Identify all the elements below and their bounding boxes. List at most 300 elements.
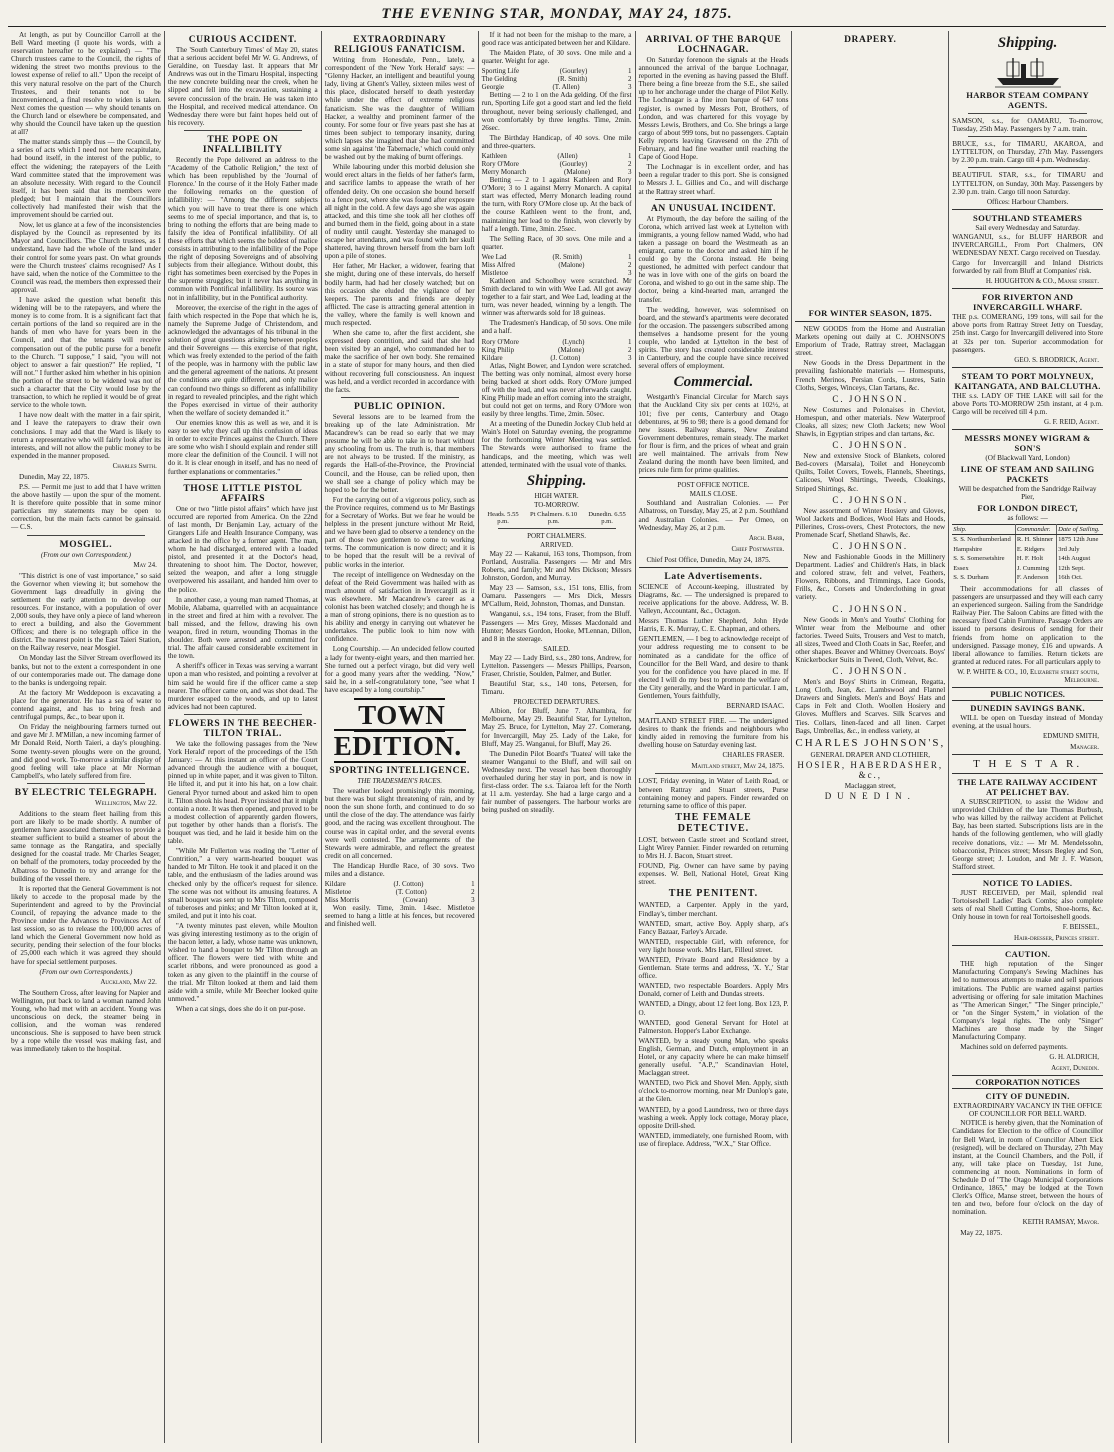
incident-paragraph: The wedding, however, was solemnised on board, and the steward's apartments were decorated for the occasion. The passengers subscribed among themselves a handsome present for the young couple, who landed at Lyttelton in the best of spirits. The story has created considerable interest in Canterbury, and the couple have since received several offers of employment. xyxy=(638,305,789,371)
race-results xyxy=(482,152,632,176)
jockey-name: (Cowan) xyxy=(402,896,428,905)
ad-text: WANTED, two respectable Boarders. Apply Mrs Donald, corner of Leith and Dundas streets. xyxy=(638,982,789,999)
jockey-name: (R. Smith) xyxy=(552,252,583,261)
placing: 2 xyxy=(628,160,632,169)
drapery-paragraph: New and extensive Stock of Blankets, colored Bed-covers (Marsala), Toilet and Honeycomb Quilts, Toilet Covers, Towels, Flannels, Sheetings, Calicoes, Wool Shirtings, Tweeds, Cloakings, Striped Shirtings, &c. xyxy=(795,452,946,493)
late-ads-heading: Late Advertisements. xyxy=(664,571,763,582)
horse-name: King Philip xyxy=(481,345,515,354)
letter-paragraph: At length, as put by Councillor Carroll at the Bell Ward meeting (I quote his words, with a reservation hereafter to be explained) — "The Church trustees came to the Council, the rights of widening the street two months previous to the lowest expense of relief to all." Upon the receipt of this very natural resolve on the part of the Church Trustees, and their tenants not to be inconvenienced, a final resolve to widen is taken. Next comes the question — why should tenants on the Church land or elsewhere be compensated, and why should the Council have taken up the question at all? xyxy=(11,31,161,137)
ad-signature: BERNARD ISAAC. xyxy=(726,702,785,711)
projected-heading: PROJECTED DEPARTURES. xyxy=(513,698,600,707)
divider xyxy=(655,713,773,714)
ad-text: LOST, Friday evening, in Water of Leith Road, or between Rattray and Stuart streets, Purse containing money and papers. Finder rewarded on returning same to office of this paper. xyxy=(638,777,789,810)
ad-wanted xyxy=(639,982,789,998)
horse-name: Georgie xyxy=(481,83,505,92)
horse-name: Wee Lad xyxy=(481,252,507,261)
pistol-paragraph: A sheriff's officer in Texas was serving a warrant upon a man who resisted, and pointing a revolver at him said he would fire if the officer came a step nearer. The officer came on, and was shot dead. The murderer escaped to the woods, and up to latest advices had not been captured. xyxy=(167,662,318,711)
letter-postscript: P.S. — Permit me just to add that I have written the above hastily — upon the spur of the moment. It is therefore quite possible that in some minor particulars my statements may be open to correction, but the main facts cannot be gainsaid. — C.S. xyxy=(11,482,161,532)
drapery-name: C. JOHNSON. xyxy=(832,393,909,404)
ad-text: WANTED, respectable Girl, with reference, for very light house work. Mrs Hart, Filleul street. xyxy=(638,937,789,954)
money-wigram-paragraph: Their accommodations for all classes of passengers are unsurpassed and they will each carry an experienced surgeon. Sailing from the Sandridge Railway Pier. The Saloon Cabins are fitted with the necessary fixed Cabin Furniture. Passage Orders are issued to persons desirous of sending for their friends from home on application to the undersigned. Passage money, £16 and upwards. A liberal allowance to families. Return tickets are granted at reduced rates. For all particulars apply to xyxy=(952,584,1103,666)
race-result-row xyxy=(482,75,632,83)
horse-name: Merry Monarch xyxy=(481,168,527,177)
ad-text: SAMSON, s.s., for OAMARU, To-morrow, Tuesday, 25th May. Passengers by 7 a.m. train. xyxy=(952,117,1103,134)
telegraph-subheading: (From our own Correspondents.) xyxy=(39,967,133,976)
city-subheading: EXTRAORDINARY VACANCY IN THE OFFICE OF COUNCILLOR FOR BELL WARD. xyxy=(953,1102,1103,1119)
savings-bank-heading: DUNEDIN SAVINGS BANK. xyxy=(970,702,1085,713)
table-header: Date of Sailing. xyxy=(1057,524,1103,534)
incident-paragraph: At Plymouth, the day before the sailing of the Corona, which arrived last week at Lyttelton with immigrants, a young fellow named Wadd, who had taken a passage on board the Westmeath as an emigrant, came to the doctor and asked him if he could go by the Corona instead. He being questioned, he admitted with perfect candour that he was in love with one of the girls on board the Corona, and wished to go out in the same ship. The doctor, being a kind-hearted man, arranged the transfer. xyxy=(638,214,789,304)
divider xyxy=(968,167,1087,168)
ladies-signature: F. BEISSEL, xyxy=(1062,923,1099,932)
column-6 xyxy=(792,31,949,1443)
divider xyxy=(952,874,1103,875)
placing: 1 xyxy=(628,337,632,346)
ad-names xyxy=(639,617,789,633)
table-cell: H. F. Holt xyxy=(1015,554,1056,564)
table-row xyxy=(952,554,1103,564)
tide-time: Pt Chalmers. 6.10 p.m. xyxy=(529,510,578,525)
barque-heading: ARRIVAL OF THE BARQUE LOCHNAGAR. xyxy=(645,35,782,55)
ad-wanted xyxy=(639,901,789,917)
table-cell: E. Ridgers xyxy=(1015,545,1056,555)
ladies-text: JUST RECEIVED, per Mail, splendid real Tortoiseshell Ladies' Back Combs; also complete sets of real Shell Cutting Combs, Shoe-horns, &c. Only house in town for real Tortoiseshell goods. xyxy=(952,888,1103,922)
horse-name: Kildare xyxy=(481,353,503,362)
ad-text: SCIENCE of Account-keeping, illustrated by Diagrams, &c. — The undersigned is prepared to receive applications for the above. Address, W. B. Valleyn, Accountant, &c., Octagon. xyxy=(638,582,789,616)
postmaster-title: Chief Postmaster. xyxy=(731,544,785,553)
ad-science xyxy=(639,583,789,615)
mosgiel-paragraph: On Monday last the Silver Stream overflowed its banks, but not to the extent a correspondent in one of our contemporaries made out. The damage done to the banks is undergoing repair. xyxy=(11,654,161,687)
ad-signature: G. F. REID, Agent. xyxy=(1044,417,1099,426)
divider xyxy=(184,130,302,131)
table-cell: Essex xyxy=(952,564,1015,574)
caution-signature: G. H. ALDRICH, xyxy=(1049,1053,1099,1062)
race-heading: The Selling Race, of 30 sovs. One mile and a quarter. xyxy=(481,234,632,251)
high-water-sub: TO-MORROW. xyxy=(534,500,580,509)
corporation-heading: CORPORATION NOTICES xyxy=(952,1075,1103,1089)
money-wigram-sub: (Of Blackwall Yard, London) xyxy=(985,453,1070,462)
flowers-joke: When a cat sings, does she do it on pur-pose. xyxy=(175,1004,306,1013)
drapery-season: FOR WINTER SEASON, 1875. xyxy=(808,308,932,318)
public-notices-heading: PUBLIC NOTICES. xyxy=(952,687,1103,701)
ad-signature: CHARLES FRASER. xyxy=(722,751,785,760)
town-edition-banner xyxy=(325,700,475,762)
divider xyxy=(795,321,945,322)
ad-wanted xyxy=(639,1019,789,1035)
ad-text: LOST, between Castle street and Scotland street, Light Wirey Pannier. Finder rewarded on returning to Mrs H. J. Bacon, Stuart street. xyxy=(638,835,789,861)
arrived-heading: ARRIVED. xyxy=(540,540,573,549)
ad-text: WANTED, two Pick and Shovel Men. Apply, sixth o'clock to-morrow morning, near Mr Dunlop's gate, at the Glen. xyxy=(638,1079,789,1104)
harbor-office: Offices: Harbour Chambers. xyxy=(986,197,1069,206)
table-cell: J. Cumming xyxy=(1015,564,1056,574)
caution-text: Machines sold on deferred payments. xyxy=(960,1043,1068,1052)
accident-heading: CURIOUS ACCIDENT. xyxy=(188,35,297,45)
race-heading: The Tradesmen's Handicap, of 50 sovs. One mile and a half. xyxy=(481,319,632,336)
horse-name: The Gelding xyxy=(481,75,517,84)
drapery-paragraph: New assortment of Winter Hosiery and Gloves, Wool Jackets and Bodices, Wool Hats and Hoods, Pillerines, Cross-overs, Chest Protectors, the new Promenade Scarf, Shetland Shawls, &c. xyxy=(795,506,946,539)
ad-text: WANTED, smart, active Boy. Apply sharp, at's Fancy Bazaar, Farley's Arcade. xyxy=(638,919,789,936)
table-cell: 14th August xyxy=(1058,555,1091,563)
drapery-name: C. JOHNSON. xyxy=(832,540,909,551)
drapery-paragraph: New and Fashionable Goods in the Millinery Department. Ladies' and Children's Hats, in black and colored straw, felt and velvet, Feathers, Flowers, Ribbons, and Trimmings, Lace Goods, Frills, &c., Corsets and Underclothing in great variety. xyxy=(795,552,946,602)
pistol-heading: THOSE LITTLE PISTOL AFFAIRS xyxy=(183,483,303,504)
letter-date: Dunedin, May 22, 1875. xyxy=(19,472,90,481)
money-wigram-line: LINE OF STEAM AND SAILING PACKETS xyxy=(960,463,1095,484)
placing: 1 xyxy=(628,252,632,261)
ad-wanted xyxy=(639,1106,789,1130)
table-header: Commander. xyxy=(1015,524,1056,534)
table-header: Ship. xyxy=(952,524,1015,534)
fanaticism-paragraph: When she came to, after the first accident, she expressed deep contrition, and said that she had been visited by an angel, who commanded her to make the sacrifice of her own body. She remained in a state of stupor for many hours, and then died without recovering full consciousness. An inquest was held, and a verdict recorded in accordance with the facts. xyxy=(324,329,475,394)
jockey-name: (Lynch) xyxy=(562,337,585,346)
drapery-paragraph: New Goods in Men's and Youths' Clothing for Winter wear from the Melbourne and other factories. Tweed Suits, Trousers and Vest to match, all sizes, Tweed and Cloth Coats in Sac, Reefer, and other shapes. Beaver and Whitney Overcoats. Boys' Knickerbocker Suits in Tweed, Cloth, Velvet, &c. xyxy=(795,615,946,664)
mails-close: MAILS CLOSE. xyxy=(689,490,738,499)
column-7 xyxy=(949,31,1106,1443)
column-4 xyxy=(479,31,636,1443)
public-opinion-paragraph: For the carrying out of a vigorous policy, such as the Province requires, commend us to Mr Bastings for a Secretary of Works. But we fear he would be helpless in the present juncture without Mr Reid, and we have been glad to observe a tendency on the part of those two gentlemen to come to working terms. The communication is now direct; and it is to be hoped that the result will be a revival of public works in the interior. xyxy=(324,495,475,569)
placing: 3 xyxy=(471,896,475,905)
blank-space xyxy=(795,46,945,306)
drapery-heading: DRAPERY. xyxy=(844,35,897,45)
jockey-name: (Malone) xyxy=(558,260,585,269)
telegraph-paragraph: It is reported that the General Government is not likely to accede to the proposal made by the Superintendent and agreed to by the Provincial Council, of repaying the advance made to the Province under the Advances to Provinces Act of last session, so as to release the 100,000 acres of land which the General Government now hold as security, pending their selection of the four blocks of 25,000 each which it was agreed they should have for special settlement purposes. xyxy=(11,884,161,966)
postmaster-name: Arch. Barr, xyxy=(748,533,785,542)
ad-text: WANTED, a Dingy, about 12 feet long. Box 123, P. O. xyxy=(638,1000,789,1017)
horse-name: Kildare xyxy=(324,880,346,889)
city-date: May 22, 1875. xyxy=(960,1229,1003,1238)
race-paragraph: Betting — 2 to 1 on the Ada gelding. Of the first run, Sporting Life got a good start and led the field throughout, never being seriously challenged, and won comfortably by three lengths. Time, 2min. 26sec. xyxy=(481,91,632,132)
horse-name: Rory O'More xyxy=(481,160,519,169)
table-cell: F. Anderson xyxy=(1015,573,1056,583)
race-results xyxy=(482,338,632,362)
horse-name: Miss Alfred xyxy=(481,260,515,269)
race-paragraph: Atlas, Night Bower, and Lyndon were scratched. The betting was only nominal, almost every horse being backed at short odds. Rory O'More jumped off with the lead, and was never afterwards caught. King Philip made an effort coming into the straight, but could not get on terms, and Rory O'More won easily by three lengths. Time, 2min. 50sec. xyxy=(481,361,632,419)
ad-text: GENTLEMEN, — I beg to acknowledge receipt of your address requesting me to consent to be nominated as a candidate for the office of Councillor for the Bell Ward, and desire to thank you for the confidence you have placed in me. If elected I will do my best to promote the welfare of the City generally, and the Ward in particular. I am, Gentlemen, Yours faithfully, xyxy=(638,635,789,700)
divider xyxy=(952,209,1103,210)
sporting-heading: SPORTING INTELLIGENCE. xyxy=(329,766,470,777)
divider xyxy=(27,535,145,536)
divider xyxy=(184,714,302,715)
race-result-row xyxy=(482,160,632,168)
drapery-name: C. JOHNSON. xyxy=(832,666,909,677)
drapery-final-city: DUNEDIN. xyxy=(824,790,916,801)
table-row xyxy=(952,573,1103,583)
race-paragraph: If it had not been for the mishap to the mare, a good race was anticipated between her and Kildare. xyxy=(481,31,632,48)
ad-text: THE s.s. LADY OF THE LAKE will sail for the above Ports TO-MORROW 25th instant, at 4 p.m. Cargo will be received till 4 p.m. xyxy=(952,391,1103,416)
table-cell: 1875 12th June xyxy=(1058,535,1099,543)
drapery-final-street: Maclaggan street, xyxy=(844,781,896,790)
ad-fire xyxy=(639,717,789,770)
post-office-heading: POST OFFICE NOTICE. xyxy=(677,481,750,490)
divider xyxy=(655,199,773,200)
fanaticism-paragraph: Writing from Honesdale, Penn., lately, a correspondent of the 'New York Herald' says: — "Glenny Hacker, an intelligent and beautiful young lady, living at Ghent's Valley, sixteen miles west of this place, dislocated herself to death yesterday while under the effect of extreme religious fanaticism. She was the daughter of William Hacker, a wealthy and prominent farmer of the county. For some four or five years past she has at times been subject to temporary insanity, during which lapses she imagined that she had committed some sin against 'the Tabernacle,' which could only be washed out by the making of burnt offerings. xyxy=(324,56,475,162)
ad-text: WANTED, by a steady young Man, who speaks English, German, and Dutch, employment in an Hotel, or any capacity where he can make himself generally useful. "A.P.," Scandinavian Hotel, Maclaggan street. xyxy=(638,1036,789,1078)
arrival-entry: Wanganui, s.s., 194 tons, Fraser, from the Bluff. Passengers — Mrs Grey, Misses Macdonald and Hunter; Messrs Gordon, Hooke, M'Lennan, Dillon, and 8 in the steerage. xyxy=(481,610,632,643)
savings-bank-title: Manager. xyxy=(1070,743,1099,752)
ad-samson xyxy=(952,117,1103,133)
column-1 xyxy=(8,31,165,1443)
placing: 3 xyxy=(627,353,632,362)
horse-name: Sporting Life xyxy=(481,67,520,76)
ad-text: FOUND, Pig. Owner can have same by paying expenses. W. Bell, National Hotel, Great King street. xyxy=(638,862,789,887)
race-result-row xyxy=(482,269,632,277)
mosgiel-heading: MOSGIEL. xyxy=(59,539,113,550)
town-edition-text: TOWN EDITION. xyxy=(334,698,466,763)
ad-wanted xyxy=(639,920,789,936)
fanaticism-paragraph: Her father, Mr Hacker, a widower, fearing that she might, during one of these intervals, do herself bodily harm, had had her closely watched; but on this occasion she eluded the vigilance of her keepers. The parents and friends are deeply afflicted. The case is attracting general attention in the valley, where the family is well known and much respected. xyxy=(324,262,475,327)
ad-text: MAITLAND STREET FIRE. — The undersigned desires to thank the friends and neighbours who kindly aided in removing the furniture from his dwelling house on Saturday evening last. xyxy=(638,717,789,750)
drapery-paragraph: NEW GOODS from the Home and Australian Markets opening out daily at C. JOHNSON'S Emporium of Trade, Rattray street, Maclaggan street. xyxy=(795,325,946,358)
pope-paragraph: Moreover, the exercise of the right in the ages of faith which respected in the Pope that which he is, namely the Supreme Judge of Christendom, and acknowledged the advantages of his tribunal in the solution of great questions arising between peoples and their Sovereigns — this exercise of that right, which was freely extended to the period of the faith of the people, was in harmony with the public law and the general agreement of the nations. At present the conditions are quite different, and only malice can confound two things so different as infallibility in regard to revealed principles, and the right which the Popes exercised in virtue of their authority when the welfare of society demanded it." xyxy=(167,303,318,417)
divider xyxy=(952,367,1103,368)
riverton-heading: FOR RIVERTON AND INVERCARGILL WHARF. xyxy=(972,292,1083,313)
the-star-ad: T H E S T A R. xyxy=(973,758,1083,771)
public-opinion-heading: PUBLIC OPINION. xyxy=(354,401,446,412)
ad-text: WANTED, by a good Laundress, two or three days washing a week. Apply lock cottage, Moray place, opposite Drill-shed. xyxy=(638,1105,789,1130)
ad-address: Maitland street, May 24, 1875. xyxy=(691,762,785,771)
telegraph-paragraph: The Southern Cross, after leaving for Napier and Wellington, put back to land a woman named John Young, who had met with an accident. Young was unconscious on deck, the steamer being in collision, and the woman was rendered unconscious. She is supposed to have been struck by a rope while the vessel was making fast, and was immediately taken to the hospital. xyxy=(11,988,161,1054)
drapery-final-hosier: HOSIER, HABERDASHER, &c., xyxy=(797,759,944,780)
drapery-paragraph: New Costumes and Polonaises in Cheviot, Homespun, and other materials. New Waterproof Cloaks, all sizes; new Cloth Jackets; new Wool Shawls, in Egyptian stripes and clan tartans, &c. xyxy=(795,405,946,439)
money-wigram-as: as follows: — xyxy=(1007,513,1048,522)
sporting-subheading: THE TRADESMEN'S RACES. xyxy=(357,777,442,786)
southland-sub: Sail every Wednesday and Saturday. xyxy=(975,223,1080,232)
race-result-row xyxy=(482,67,632,75)
flowers-paragraph: "A twenty minutes past eleven, while Moulton was giving interesting testimony as to the origin of the bacon letter, a lady, whose name was unknown, wished to hand a bouquet to Mr Tilton through an officer. The flowers were tied with white and scarlet ribbons, and were pronounced as good a token as any given to the plaintiff in the course of the trial. Mr Tilton looked at them and laid them aside with a smile, while Mr Beecher looked quite unmoved." xyxy=(167,922,318,1003)
shipping-ads-heading: Shipping. xyxy=(997,35,1058,51)
post-office-paragraph: Southland and Australian Colonies. — Per Albatross, on Tuesday, May 25, at 2 p.m. Southland and Australian Colonies. — Per Omeo, on Wednesday, May 26, at 2 p.m. xyxy=(638,499,789,532)
caution-heading: CAUTION. xyxy=(1005,949,1051,960)
placing: 1 xyxy=(471,880,475,889)
race-result-row xyxy=(482,253,632,261)
railway-accident-heading: THE LATE RAILWAY ACCIDENT AT PELICHET BAY. xyxy=(957,777,1098,798)
pistol-paragraph: One or two "little pistol affairs" which have just occurred are reported from America. On the 22nd of last month, Dr Benjamin Lay, actuary of the Grangers Life and Health Insurance Company, was attacked in the office by a former agent. The man, whom he had discharged, entered with a loaded pistol, and presented it at the Doctor's head, threatening to shoot him. The Doctor, however, seized the weapon, and after a long struggle overpowered his assailant, and handed him over to the police. xyxy=(167,504,318,594)
harbor-heading: HARBOR STEAM COMPANY AGENTS. xyxy=(966,90,1090,110)
ad-bruce xyxy=(952,140,1103,164)
money-wigram-heading: MESSRS MONEY WIGRAM & SON'S xyxy=(964,432,1091,453)
drapery-final-title: GENERAL DRAPER AND CLOTHIER, xyxy=(810,750,931,759)
accident-paragraph: The 'South Canterbury Times' of May 20, states that a serious accident befel Mr W. G. Andrews, of Geraldine, on Tuesday last. It appears that Mr Andrews was out in the Timaru Hospital, inspecting the new concrete building near the creek, when he slipped and fell into the excavation, sustaining a severe concussion of the brain. He was taken into the Hospital, and received medical attendance. On Wednesday there were but faint hopes held out of his recovery. xyxy=(167,46,318,127)
letter-paragraph: Now, let us glance at a few of the inconsistencies displayed by the Council as represented by its Mayor and Councillors. The Church trustees, as I understand, have had the whole of the land under their control for some years past. On what grounds were the Church trustees' claims recognised? As I have said, when the notice of the Committee to the Council was read, the members then expressed their approval. xyxy=(11,221,161,294)
ad-lost-pannier xyxy=(639,836,789,860)
port-heading: PORT CHALMERS. xyxy=(527,531,587,540)
ad-text: THE p.s. COMERANG, 199 tons, will sail for the above ports from Rattray Street Jetty on Tuesday, 25th inst. Cargo for Invercargill delivered into Store at 32s per ton. Superior accommodation for passengers. xyxy=(952,313,1103,354)
placing: 1 xyxy=(627,152,632,161)
tide-time: Dunedin. 6.55 p.m. xyxy=(588,510,626,525)
mosgiel-paragraph: "This district is one of vast importance," so said the Governor when viewing it; but somehow the Government lags dreadfully in giving the settlement the early attention to develop our resources. For instance, with a population of over 2,000 souls, they have only a piece of land whereon to erect a building, and also the Government Offices; and there is no telegraph office in the district. The nearest point is the East Taieri Station, on the Railway reserve, near Mosgiel. xyxy=(11,571,161,653)
race-results xyxy=(482,253,632,277)
jockey-name: (T. Allen) xyxy=(552,83,580,92)
table-cell: 3rd July xyxy=(1058,545,1080,553)
ad-wanted xyxy=(639,1000,789,1016)
divider xyxy=(952,773,1103,774)
ad-text: BRUCE, s.s., for TIMARU, AKAROA, and LYTTELTON, on Thursday, 27th May. Passengers by 2.30 p.m. train. Cargo till 4 p.m. Wednesday. xyxy=(952,140,1103,165)
mosgiel-paragraph: On Friday the neighbouring farmers turned out and gave Mr J. M'Millan, a new incoming farmer of Mr Donald Reid, North Taieri, a day's ploughing. Some twenty-seven ploughs were on the ground, and did good work. To-morrow a similar display of good feeling will take place at Mr Norman Campbell's, who lately suffered from fire. xyxy=(11,723,161,780)
mosgiel-subheading: (From our own Correspondent.) xyxy=(40,550,131,559)
sailed-heading: SAILED. xyxy=(543,644,570,653)
divider xyxy=(968,113,1087,114)
pope-paragraph: Recently the Pope delivered an address to the "Academy of the Catholic Religion," the text of which has been republished by the 'Journal of Florence.' In the course of it the Holy Father made the following remarks on the question of infallibility: — "Among the different subjects which you will have to treat there is one which seems to me of special importance, and that is, to bring to nothing the efforts that are being made to falsify the idea of Pontifical infallibility. Of all these efforts that which seems the boldest of malice consists in attributing to the infallibility of the Pope the right of deposing Sovereigns and of absolving subjects from their allegiance. Without doubt, this right has sometimes been exercised by the Popes in the supreme struggles; but it never has anything in common with Pontifical infallibility. Its source was not in infallibility, but in the Pontifical authority. xyxy=(167,155,318,302)
race-paragraph: Betting — 2 to 1 against Kathleen and Rory O'More; 3 to 1 against Merry Monarch. A capital start was effected, Merry Monarch leading round the turn, with Rory O'More close up. At the back of the course Kathleen went to the front, and, maintaining her lead to the finish, won cleverly by half a length. Time, 3min. 25sec. xyxy=(481,176,632,233)
race-result-row xyxy=(325,888,475,896)
telegraph-dateline: Wellington, May 22. xyxy=(95,798,157,807)
letter-paragraph: I have asked the question what benefit this widening will be to the ratepayers, and where the money is to come from. It is a significant fact that certain portions of the land so required are in the hands of men who have for years been in the Council, and that the tenants will receive compensation out of the public purse for a benefit to the Church. "I suppose," I said, "you will not object to answer a fair question?" He replied, "I will not." I further asked him whether in his opinion the portion of the street to be widened was not of such a character that the City would lose by the transaction, to which he replied it would be of great service to the whole town. xyxy=(11,296,161,410)
ad-lost-purse xyxy=(639,777,789,809)
tide-table xyxy=(482,511,632,525)
ad-wanted xyxy=(639,956,789,980)
divider xyxy=(639,567,789,568)
ad-text: WANTED, good General Servant for Hotel at Palmerston. Hopper's Labor Exchange. xyxy=(638,1018,789,1035)
drapery-name: C. JOHNSON. xyxy=(832,440,909,451)
flowers-paragraph: "While Mr Fullerton was reading the "Letter of Contrition," a very warm-hearted bouquet was handed to Mr Tilton. He took it and placed it on the table, and the enthusiasm of the ladies around was checked only by the officer's request for silence. The scene was not without its amusing features. A small bouquet was sent up to Mrs Tilton, composed of tuberoses and pinks; and Mr Tilton looked at it, smiled, and put it into his coat. xyxy=(167,847,318,920)
race-results xyxy=(325,880,475,904)
horse-name: Miss Morris xyxy=(324,896,360,905)
table-row xyxy=(952,564,1103,574)
ad-penitent: THE PENITENT. xyxy=(668,888,759,900)
public-opinion-paragraph: Several lessons are to be learned from the breaking up of the late Administration. Mr Macandrew's can be read so early that we may presume he will be able to take in to heart without any schooling from us. The truth is, that members are not always to be trusted. If the ministry, as regards the Hall-of-the-Province, the Provincial Council, and the House, can be relied upon, then we shall see a change of policy which may be hoped to be for the better. xyxy=(324,412,475,494)
race-result-row xyxy=(482,152,632,160)
jockey-name: (Malone) xyxy=(558,345,585,354)
ad-wanted xyxy=(639,1079,789,1103)
ad-signature: GEO. S. BRODRICK, Agent. xyxy=(1014,355,1099,364)
shipping-heading: Shipping. xyxy=(526,472,587,489)
race-result-row xyxy=(482,338,632,346)
railway-accident-text: A SUBSCRIPTION, to assist the Widow and unprovided Children of the late Thomas Burbush, who was killed by the railway accident at Pelichet Bay, has been started. Subscriptions lists are in the hands of the following gentlemen, who will gladly receive donations, viz.: — Mr M. Mendelssohn, tobacconist, Princes street; Messrs Begley and Son, George street; J. Loudon, and Mr J. F. Watson, Stafford street. xyxy=(952,798,1103,871)
masthead: THE EVENING STAR, MONDAY, MAY 24, 1875. xyxy=(8,6,1106,27)
race-results xyxy=(482,67,632,91)
city-text: NOTICE is hereby given, that the Nomination of Candidates for Election to the office of Councillor for Bell Ward, in room of Councillor Albert Eick (resigned), will be declared on Thursday, 27th May instant, at the Council Chambers, and the Poll, if any, will take place on Tuesday, 1st June, commencing at noon. Nominations in form of Schedule D of "The Otago Municipal Corporations Ordinance, 1865," may be lodged at the Town Clerk's Office, Manse street, between the hours of ten and two, before four o'clock on the day of nomination. xyxy=(952,1119,1103,1217)
ad-wanted xyxy=(639,938,789,954)
divider xyxy=(639,477,789,478)
race-result-row xyxy=(482,83,632,91)
horse-name: Rory O'More xyxy=(481,337,519,346)
savings-bank-text: WILL be open on Tuesday instead of Monday evening, at the usual hours. xyxy=(952,713,1103,730)
ad-female-detective: THE FEMALE DETECTIVE. xyxy=(675,811,752,834)
column-5 xyxy=(636,31,793,1443)
table-cell: Hampshire xyxy=(952,545,1015,555)
flowers-heading: FLOWERS IN THE BEECHER-TILTON TRIAL. xyxy=(168,718,318,739)
ad-lady-of-the-lake xyxy=(952,392,1103,426)
ad-text: WANTED, Private Board and Residence by a Gentleman. State terms and address, 'X. Y.,' Star office. xyxy=(638,955,789,981)
city-signature: KEITH RAMSAY, Mayor. xyxy=(1022,1218,1099,1227)
placing: 2 xyxy=(471,888,475,897)
flowers-paragraph: We take the following passages from the 'New York Herald' report of the proceedings of the 15th January: — At this instant an officer of the Court advanced through the audience with a bouquet, pinned up in white paper, and it was given to Tilton. He lifted it, and put it into his hat, on a low chair. General Pryor turned about and asked him to open it. Tilton shook his head. Pryor insisted that it might contain a note. It was then opened, and proved to be a modest collection of apparently garden flowers, put together by other hands than a florist's. The bouquet was tied, and he laid it beside him on the table. xyxy=(167,739,318,846)
post-office-date: Chief Post Office, Dunedin, May 24, 1875. xyxy=(646,555,771,564)
telegraph-heading: BY ELECTRIC TELEGRAPH. xyxy=(14,787,158,798)
jockey-name: (R. Smith) xyxy=(557,75,588,84)
sporting-paragraph: The weather looked promisingly this morning, but there was but slight threatening of rain, and by noon the sun shone forth, and continued to do so until the close of the day. The attendance was fairly good, and the racing was excellent throughout. The course was in capital order, and the several events were well contested. The arrangements of the Stewards were admirable, and reflect the greatest credit on all concerned. xyxy=(324,787,475,860)
pope-heading: THE POPE ON INFALLIBILITY xyxy=(202,134,283,155)
table-cell: 12th Sept. xyxy=(1058,564,1085,572)
savings-bank-signature: EDMUND SMITH, xyxy=(1042,732,1099,741)
arrival-entry: May 22 — Kakanui, 163 tons, Thompson, from Portland, Australia. Passengers — Mr and Mrs Roberts, and family; Mr and Mrs Dickson; Messrs Johnston, Gordon, and Murray. xyxy=(481,549,632,583)
shipping-paragraph: The Dunedin Pilot Board's 'Tuatea' will take the steamer Wanganui to the Bluff, and will sail on Wednesday next. The vessel has been thoroughly overhauled during her stay in port, and is now in first-class order. The s.s. Taiaroa left for the North at 11 a.m. yesterday. She had a large cargo and a fair number of passengers. The harbour works are being pushed on steadily. xyxy=(481,749,632,815)
race-result-row xyxy=(325,880,475,888)
race-result-row xyxy=(482,354,632,362)
incident-heading: AN UNUSUAL INCIDENT. xyxy=(650,203,776,214)
column-2 xyxy=(165,31,322,1443)
steamship-icon xyxy=(993,54,1063,88)
ad-signature: H. HOUGHTON & CO., Manse street. xyxy=(985,277,1099,286)
columns xyxy=(8,31,1106,1443)
race-heading: The Maiden Plate, of 30 sovs. One mile and a quarter. Weight for age. xyxy=(481,49,632,66)
tide-time: Heads. 5.55 p.m. xyxy=(487,510,519,525)
placing: 3 xyxy=(627,268,632,277)
letter-paragraph: The matter stands simply thus — the Council, by a series of acts which I need not here recapitulate, had bound itself, in the interest of the public, to effect the widening; the ratepayers of the Leith Ward committee stated that the improvement was an absolute necessity. With regard to the Council itself, it has been said that its members were pledged; but I maintain that the Councillors collectively had manifested their wish that the improvement should be carried out. xyxy=(11,138,161,220)
table-cell: S. S. Durham xyxy=(952,573,1015,583)
sailed-entry: Beautiful Star, s.s., 140 tons, Petersen, for Timaru. xyxy=(481,680,632,697)
placing: 3 xyxy=(627,83,632,92)
fanaticism-paragraph: While labouring under this morbid delusion she would erect altars in the fields of her father's farm, and sacrifice lambs to appease the wrath of her offended deity. On one occasion she bound herself to a fence post, where she was found after exposure all night in the cold. A few days ago she was again attacked, and this time she took all her clothes off and burned them in the field, going about in a state of nudity until caught. Yesterday she managed to escape her attendants, and was found with her skull shattered, having thrown herself from the barn loft upon a pile of stones. xyxy=(324,163,475,261)
drapery-paragraph: Men's and Boys' Shirts in Crimean, Regatta, Long Cloth, Jean, &c. Lambswool and Flannel Drawers and Singlets. Men's and Boys' Hats and Caps in Felt and Cloth. Woollen Hosiery and Gloves. Mufflers and Scarves. Silk Scarves and Ties. Collars, linen-faced and all linen. Carpet Bags, Umbrellas, &c., in endless variety, at xyxy=(795,678,946,735)
horse-name: Mistletoe xyxy=(324,888,352,897)
placing: 3 xyxy=(628,168,632,177)
jockey-name: (Gourley) xyxy=(559,160,588,169)
race-result-row xyxy=(482,261,632,269)
race-paragraph: At a meeting of the Dunedin Jockey Club held at Wain's Hotel on Saturday evening, the programme for the forthcoming Winter Meeting was settled. The Stewards were authorised to frame the handicaps, and the meeting, which was well attended, terminated with the usual vote of thanks. xyxy=(481,420,632,469)
ad-comerang xyxy=(952,313,1103,363)
ad-text: Cargo for Invercargill and Inland Districts forwarded by rail from Bluff at Companies' risk. xyxy=(952,259,1103,276)
ad-text: WANTED, immediately, one furnished Room, with use of fireplace. Address, "W.X.," Star Office. xyxy=(638,1131,789,1148)
projected-entry: Albion, for Bluff, June 7. Alhambra, for Melbourne, May 29. Beautiful Star, for Lyttelton, May 25. Bruce, for Lyttelton, May 27. Comerang, for Invercargill, May 25. Lady of the Lake, for Bluff, May 25. Wanganui, for Bluff, May 26. xyxy=(481,707,632,748)
high-water-heading: HIGH WATER. xyxy=(534,491,579,500)
molyneux-heading: STEAM TO PORT MOLYNEUX, KAITANGATA, AND BALCLUTHA. xyxy=(954,370,1101,391)
drapery-final-name: CHARLES JOHNSON'S, xyxy=(795,736,946,749)
ad-text: BEAUTIFUL STAR, s.s., for TIMARU and LYTTELTON, on Sunday, 30th May. Passengers by 2.30 p.m. train. Cargo till noon Saturday. xyxy=(952,171,1103,196)
divider xyxy=(968,136,1087,137)
jockey-name: (Gourley) xyxy=(559,67,588,76)
placing: 1 xyxy=(627,67,632,76)
race-paragraph: Kathleen and Schoolboy were scratched. Mr Smith declared to win with Wee Lad. All got away together to a fair start, and Wee Lad, leading at the turn, was never headed, winning by a length. The winner was afterwards sold for 18 guineas. xyxy=(481,276,632,318)
divider xyxy=(952,288,1103,289)
table-row xyxy=(952,534,1103,544)
telegraph-dateline: Auckland, May 22. xyxy=(100,977,157,986)
divider xyxy=(952,429,1103,430)
mosgiel-paragraph: At the factory Mr Weddepoon is excavating a place for the generator. He has a sea of water to contend against, and has to bring fresh and centrifugal pumps, &c., to bear upon it. xyxy=(11,688,161,722)
ad-text: Messrs Thomas Luther Shepherd, John Hyde Harris, E. K. Murray, C. E. Chapman, and others. xyxy=(638,617,789,634)
placing: 2 xyxy=(627,260,632,269)
table-cell: 16th Oct. xyxy=(1058,574,1083,582)
ad-wanted xyxy=(639,1132,789,1148)
placing: 2 xyxy=(628,345,632,354)
mosgiel-date: May 24. xyxy=(133,560,157,569)
commercial-heading: Commercial. xyxy=(673,374,754,391)
race-result-row xyxy=(325,896,475,904)
sailed-entry: May 22 — Lady Bird, s.s., 280 tons, Andrew, for Lyttelton. Passengers — Messrs Phillips, Pearson, Fraser, Christie, Soulden, Palmer, and Butler. xyxy=(481,653,632,678)
arrival-entry: May 23 — Samson, s.s., 151 tons, Ellis, from Oamaru. Passengers — Mrs Dick, Messrs M'Callum, Reid, Johnston, Thomas, and Dunstan. xyxy=(481,584,632,609)
public-opinion-paragraph: The receipt of intelligence on Wednesday on the defeat of the Reid Government was hailed with as much amount of satisfaction in Invercargill as it was elsewhere. Mr Macandrew's career as a colonist has been watched closely; and though he is a man of strong opinions, there is no question as to his ability and energy in carrying out whatever he undertakes. The public look to him now with confidence. xyxy=(324,570,475,644)
column-3 xyxy=(322,31,479,1443)
table-cell: R. H. Shinner xyxy=(1015,534,1056,544)
money-wigram-pier: Will be despatched from the Sandridge Railway Pier, xyxy=(958,484,1097,501)
pistol-paragraph: In another case, a young man named Thomas, at Mobile, Alabama, quarrelled with an acquaintance in the street and fired at him with a revolver. The ball missed, and the fellow, drawing his own weapon, fired in return, wounding Thomas in the shoulder. Both were arrested and committed for trial. The affair caused considerable excitement in the town. xyxy=(167,595,318,661)
money-wigram-signature: W. P. WHITE & CO., 10, Elizabeth street south, Melbourne. xyxy=(957,667,1099,684)
jockey-name: (Malone) xyxy=(564,168,591,177)
horse-name: Mistletoe xyxy=(481,268,509,277)
ladies-title: Hair-dresser, Princes street. xyxy=(1014,934,1099,943)
race-heading: The Birthday Handicap, of 40 sovs. One mile and three-quarters. xyxy=(481,133,632,150)
ad-wanted xyxy=(639,1037,789,1077)
race-result-row xyxy=(482,346,632,354)
table-cell: S. S. Northumberland xyxy=(952,534,1015,544)
drapery-name: C. JOHNSON. xyxy=(832,603,909,614)
ad-text: WANTED, a Carpenter. Apply in the yard, Findlay's, timber merchant. xyxy=(638,901,789,918)
ladies-heading: NOTICE TO LADIES. xyxy=(982,877,1073,888)
money-wigram-london: FOR LONDON DIRECT, xyxy=(977,502,1078,513)
divider xyxy=(655,773,773,774)
race-result-row xyxy=(482,168,632,176)
ad-text: WANGANUI, s.s., for BLUFF HARBOR and INVERCARGILL, From Port Chalmers, ON WEDNESDAY NEXT. Cargo received on Tuesday. xyxy=(952,232,1103,257)
